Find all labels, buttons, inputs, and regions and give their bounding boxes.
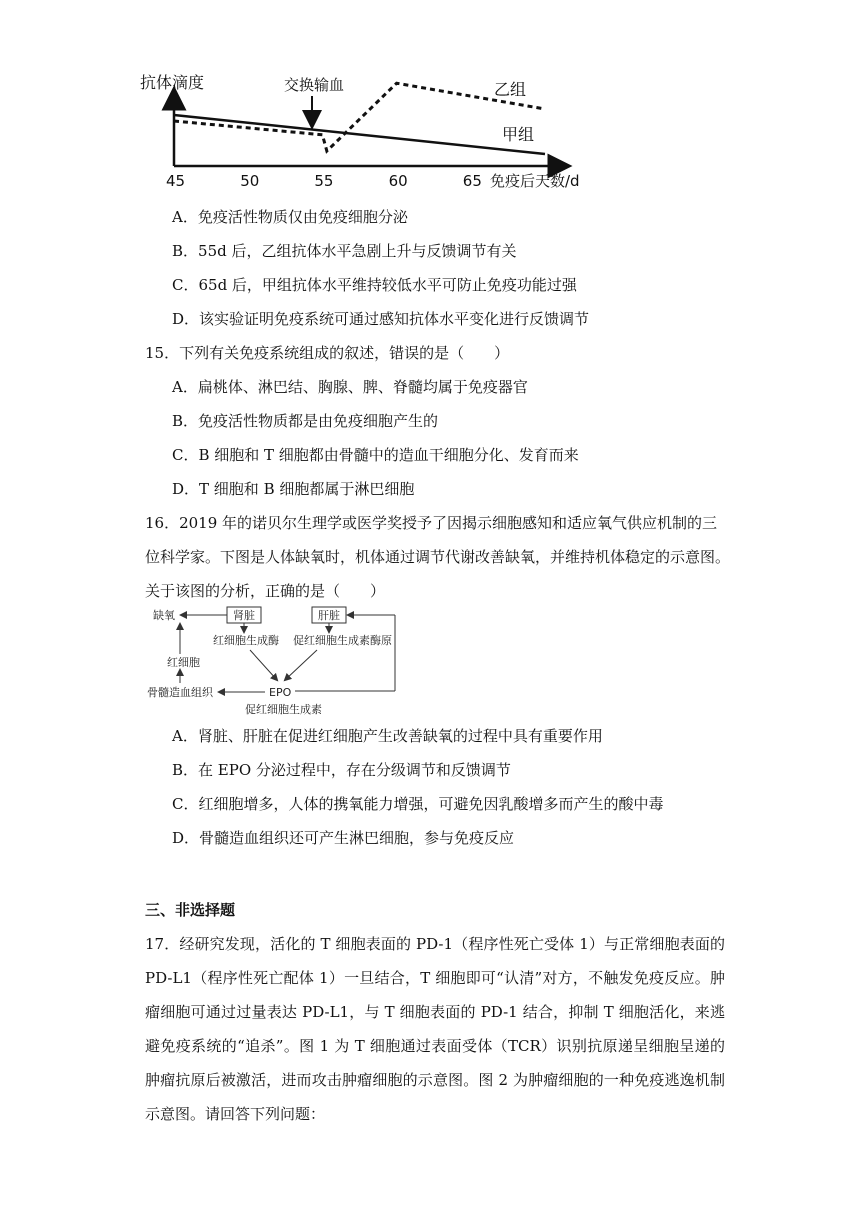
hypoxia-label: 缺氧 <box>153 609 175 622</box>
series-label-jia: 甲组 <box>502 125 535 144</box>
epo-regulation-diagram <box>145 604 405 719</box>
epo-label: EPO <box>269 686 292 699</box>
section-3-title: 三、非选择题 <box>145 901 236 919</box>
epo-name-label: 促红细胞生成素 <box>245 703 322 716</box>
x-tick-label: 65 <box>462 172 482 190</box>
q14-option-a: A．免疫活性物质仅由免疫细胞分泌 <box>172 208 408 226</box>
q14-option-d: D．该实验证明免疫系统可通过感知抗体水平变化进行反馈调节 <box>172 310 590 328</box>
q15-option-b: B．免疫活性物质都是由免疫细胞产生的 <box>172 412 439 430</box>
x-tick-label: 45 <box>166 172 186 190</box>
line-precursor-to-epo <box>285 650 317 680</box>
chart-y-axis-label: 抗体滴度 <box>140 73 205 92</box>
q16-option-b: B．在 EPO 分泌过程中，存在分级调节和反馈调节 <box>172 761 511 779</box>
line-enzyme-to-epo <box>250 650 277 680</box>
q16-stem-line-2: 位科学家。下图是人体缺氧时，机体通过调节代谢改善缺氧，并维持机体稳定的示意图。 <box>145 548 731 566</box>
q16-stem-line-1: 16．2019 年的诺贝尔生理学或医学奖授予了因揭示细胞感知和适应氧气供应机制的三 <box>145 514 718 532</box>
liver-label: 肝脏 <box>318 609 340 622</box>
kidney-label: 肾脏 <box>233 609 255 622</box>
q16-option-c: C．红细胞增多，人体的携氧能力增强，可避免因乳酸增多而产生的酸中毒 <box>172 795 664 813</box>
chart-x-axis-label: 免疫后天数/d <box>490 172 580 190</box>
q15-option-a: A．扁桃体、淋巴结、胸腺、脾、脊髓均属于免疫器官 <box>172 378 528 396</box>
q17-paragraph: 17．经研究发现，活化的 T 细胞表面的 PD-1（程序性死亡受体 1）与正常细胞表面的 PD-L1（程序性死亡配体 1）一旦结合，T 细胞即可“认清”对方，不触发免疫反应。肿瘤细胞可通过过量表达 PD-L1，与 T 细胞表面的 PD-1 结合，抑制 T 细胞活化，来逃避免疫系统的“追杀”。图 1 为 T 细胞通过表面受体（TCR）识别抗原递呈细胞呈递的肿瘤抗原后被激活，进而攻击肿瘤细胞的示意图。图 2 为肿瘤细胞的一种免疫逃逸机制示意图。请回答下列问题： <box>145 935 725 1123</box>
epo-precursor-label: 促红细胞生成素酶原 <box>293 634 392 647</box>
x-tick-label: 60 <box>388 172 408 190</box>
series-label-yi: 乙组 <box>494 80 527 99</box>
x-tick-label: 55 <box>314 172 334 190</box>
antibody-titer-chart <box>140 68 600 198</box>
series-line-yi <box>174 83 545 151</box>
bone-marrow-label: 骨髓造血组织 <box>147 686 213 699</box>
q15-option-c: C．B 细胞和 T 细胞都由骨髓中的造血干细胞分化、发育而来 <box>172 446 579 464</box>
rbc-enzyme-label: 红细胞生成酶 <box>213 634 279 647</box>
x-tick-label: 50 <box>240 172 260 190</box>
q15-option-d: D．T 细胞和 B 细胞都属于淋巴细胞 <box>172 480 415 498</box>
q15-stem: 15．下列有关免疫系统组成的叙述，错误的是（ ） <box>145 344 510 362</box>
q14-option-b: B．55d 后，乙组抗体水平急剧上升与反馈调节有关 <box>172 242 517 260</box>
q14-option-c: C．65d 后，甲组抗体水平维持较低水平可防止免疫功能过强 <box>172 276 577 294</box>
q16-option-d: D．骨髓造血组织还可产生淋巴细胞，参与免疫反应 <box>172 829 515 847</box>
chart-annotation: 交换输血 <box>284 76 345 94</box>
q16-stem-line-3: 关于该图的分析，正确的是（ ） <box>145 582 386 600</box>
q16-option-a: A．肾脏、肝脏在促进红细胞产生改善缺氧的过程中具有重要作用 <box>172 727 603 745</box>
rbc-label: 红细胞 <box>167 656 200 669</box>
